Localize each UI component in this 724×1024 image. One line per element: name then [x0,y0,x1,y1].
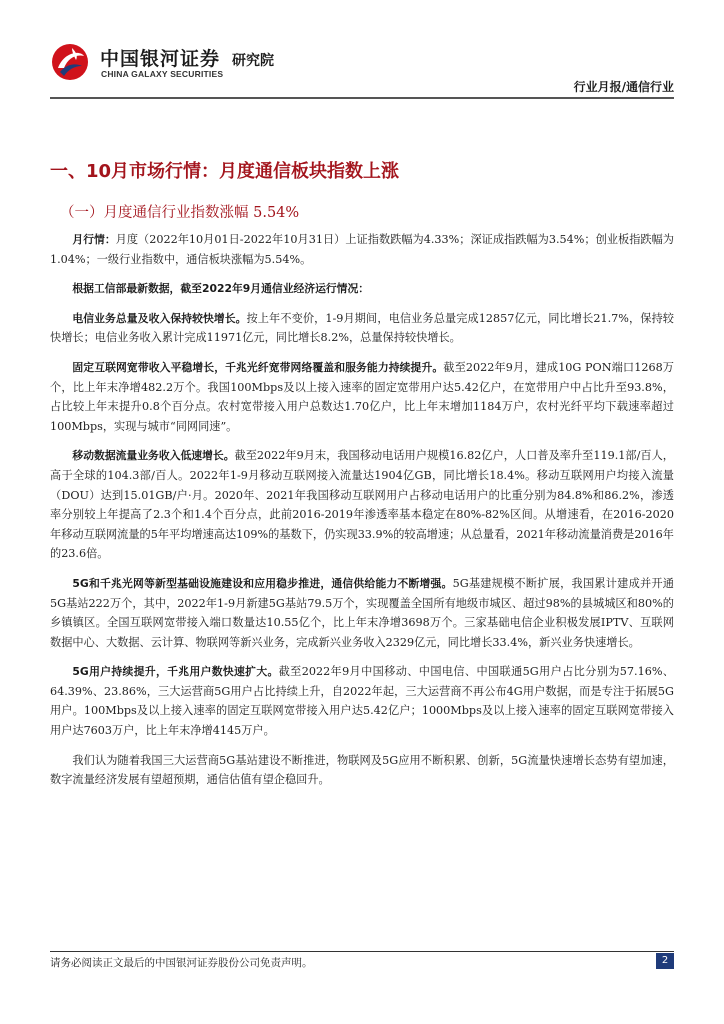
paragraph-lead: 5G和千兆光网等新型基础设施建设和应用稳步推进，通信供给能力不断增强。 [72,576,453,590]
paragraph-lead: 固定互联网宽带收入平稳增长，千兆光纤宽带网络覆盖和服务能力持续提升。 [72,360,444,374]
paragraph-text: 5G基建规模不断扩展，我国累计建成并开通5G基站222万个，其中，2022年1-9月新建5G基站79.5万个，实现覆盖全国所有地级市城区、超过98%的县城城区和80%的乡镇镇区。全国互联网宽带接入端口数量达10.55亿个，比上年末净增3698万个。三家基础电信企业积极发展IPTV、互联网数据中心、大数据、云计算、物联网等新兴业务，完成新兴业务收入2329亿元，同比增长33.4%，新兴业务快速增长。 [50,576,674,649]
paragraph-monthly-market [50,230,674,269]
paragraph-conclusion [50,751,674,790]
paragraph-5g-infrastructure [50,574,674,652]
paragraph-text: 截至2022年9月，建成10G PON端口1268万个，比上年末净增482.2万个。我国100Mbps及以上接入速率的固定宽带用户达5.42亿户，在宽带用户中占比升至93.8%，占比较上年末提升0.8个百分点。农村宽带接入用户总数达1.70亿户，比上年末增加1184万户，农村光纤平均下载速率超过100Mbps，实现与城市“同网同速”。 [50,360,674,433]
paragraph-lead: 根据工信部最新数据，截至2022年9月通信业经济运行情况： [72,282,370,296]
institute-label: 研究院 [232,53,274,69]
paragraph-text: 截至2022年9月中国移动、中国电信、中国联通5G用户占比分别为57.16%、64.39%、23.86%，三大运营商5G用户占比持续上升，自2022年起，三大运营商不再公布4G用户数据，而是专注于拓展5G用户。100Mbps及以上接入速率的固定互联网宽带接入用户达5.42亿户；1000Mbps及以上接入速率的固定互联网宽带接入用户达7603万户，比上年末净增4145万户。 [50,665,674,738]
brand-name-en: CHINA GALAXY SECURITIES [101,69,224,79]
paragraph-telecom-revenue [50,309,674,348]
header-divider [50,97,674,99]
paragraph-lead: 5G用户持续提升，千兆用户数快速扩大。 [72,665,279,679]
footer-disclaimer: 请务必阅读正文最后的中国银河证券股份公司免责声明。 [50,957,313,969]
paragraph-text: 截至2022年9月末，我国移动电话用户规模16.82亿户，人口普及率升至119.1部/百人，高于全球的104.3部/百人。2022年1-9月移动互联网接入流量达1904亿GB，同比增长18.4%。移动互联网用户均接入流量（DOU）达到15.01GB/户·月。2020年、2021年我国移动互联网用户占移动电话用户的比重分别为84.8%和86.2%，渗透率分别较上年提高了2.3个和1.4个百分点，此前2016-2019年渗透率基本稳定在80%-82%区间。从增速看，在2016-2020年移动互联网流量的5年平均增速高达109%的基数下，仍实现33.9%的较高增速；从总量看，2021年移动流量消费是2016年的23.6倍。 [50,449,674,561]
paragraph-5g-users [50,662,674,740]
paragraph-mobile-data [50,446,674,564]
paragraph-fixed-broadband [50,358,674,436]
galaxy-logo-icon [50,42,90,82]
paragraph-text: 月度（2022年10月01日-2022年10月31日）上证指数跌幅为4.33%；深证成指跌幅为3.54%；创业板指跌幅为1.04%；一级行业指数中，通信板块涨幅为5.54%。 [50,233,674,266]
section-title: 一、10月市场行情：月度通信板块指数上涨 [50,161,400,182]
report-header [0,0,724,100]
paragraph-text: 按上年不变价，1-9月期间，电信业务总量完成12857亿元，同比增长21.7%，保持较快增长；电信业务收入累计完成11971亿元，同比增长8.2%，总量保持较快增长。 [50,311,674,345]
brand-name-cn: 中国银河证券 [100,48,221,70]
page-number-badge: 2 [656,953,674,969]
paragraph-miit-intro [50,279,674,299]
report-type-label: 行业月报/通信行业 [573,80,674,94]
paragraph-text: 我们认为随着我国三大运营商5G基站建设不断推进，物联网及5G应用不断积累、创新，5G流量快速增长态势有望加速，数字流量经济发展有望超预期，通信估值有望企稳回升。 [50,753,674,787]
subsection-title: （一）月度通信行业指数涨幅 5.54% [60,205,300,221]
report-body [50,230,674,800]
paragraph-lead: 移动数据流量业务收入低速增长。 [72,449,235,463]
paragraph-lead: 月行情： [72,233,116,246]
paragraph-lead: 电信业务总量及收入保持较快增长。 [72,311,247,325]
footer-divider [50,951,674,952]
